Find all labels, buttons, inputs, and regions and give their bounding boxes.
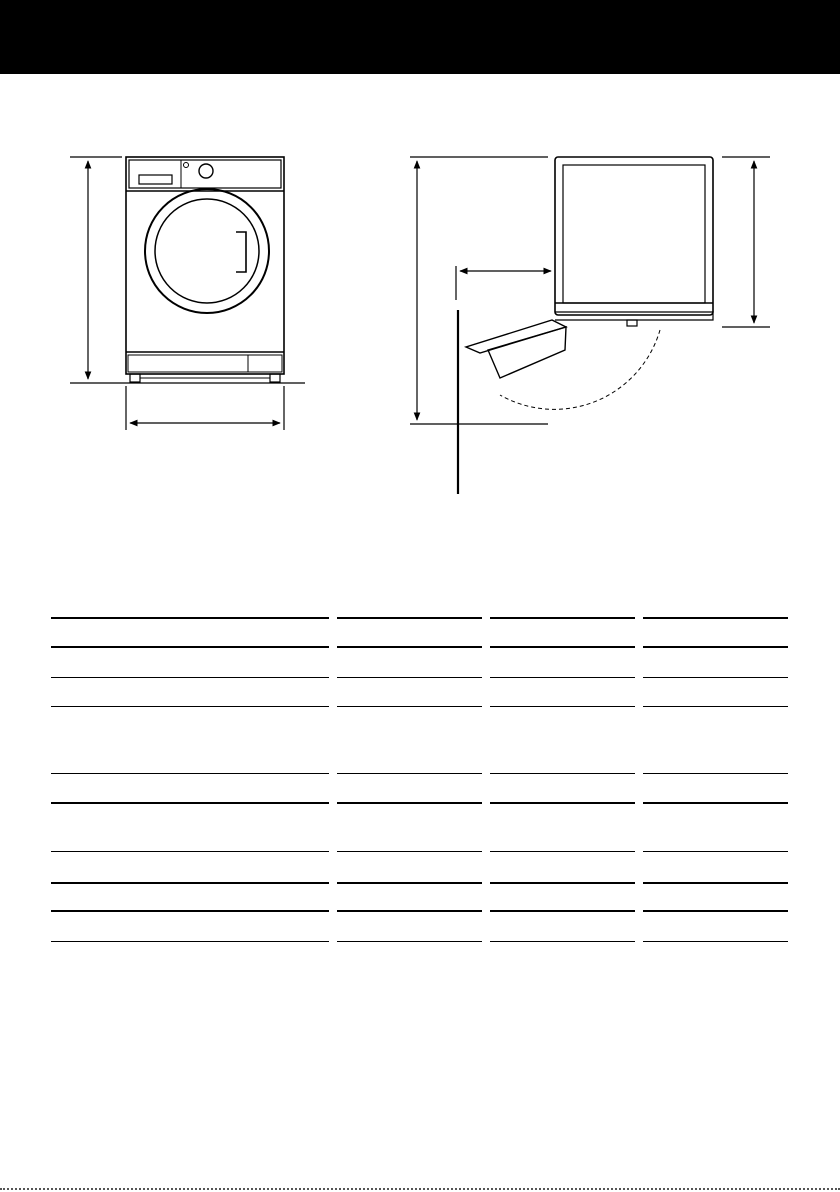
- table-row-rule: [490, 646, 635, 648]
- table-row-rule: [643, 646, 788, 648]
- table-row-rule: [51, 677, 329, 678]
- table-row-rule: [643, 941, 788, 942]
- table-row-rule: [643, 882, 788, 884]
- table-row-rule: [490, 851, 635, 852]
- table-row-rule: [337, 773, 482, 774]
- table-row-rule: [490, 802, 635, 804]
- table-row-rule: [51, 646, 329, 648]
- table-row-rule: [643, 802, 788, 804]
- column-rule-4: [643, 617, 788, 619]
- table-row-rule: [51, 773, 329, 774]
- table-row-rule: [643, 677, 788, 678]
- table-row-rule: [51, 941, 329, 942]
- table-row-rule: [643, 773, 788, 774]
- column-rule-2: [337, 617, 482, 619]
- table-row-rule: [337, 851, 482, 852]
- table-row-rule: [337, 910, 482, 912]
- table-row-rule: [490, 882, 635, 884]
- table-row-rule: [643, 706, 788, 707]
- table-row-rule: [51, 910, 329, 912]
- table-row-rule: [490, 910, 635, 912]
- table-row-rule: [51, 882, 329, 884]
- page-footer-line: [0, 1188, 840, 1190]
- table-row-rule: [337, 941, 482, 942]
- table-row-rule: [490, 941, 635, 942]
- table-row-rule: [643, 851, 788, 852]
- table-row-rule: [51, 802, 329, 804]
- table-row-rule: [337, 882, 482, 884]
- table-row-rule: [643, 910, 788, 912]
- table-row-rule: [490, 677, 635, 678]
- table-row-rule: [337, 646, 482, 648]
- table-row-rule: [337, 802, 482, 804]
- table-row-rule: [51, 706, 329, 707]
- table-row-rule: [337, 706, 482, 707]
- table-row-rule: [337, 677, 482, 678]
- table-row-rule: [51, 851, 329, 852]
- column-rule-1: [51, 617, 329, 619]
- column-rule-3: [490, 617, 635, 619]
- table-row-rule: [490, 773, 635, 774]
- table-row-rule: [490, 706, 635, 707]
